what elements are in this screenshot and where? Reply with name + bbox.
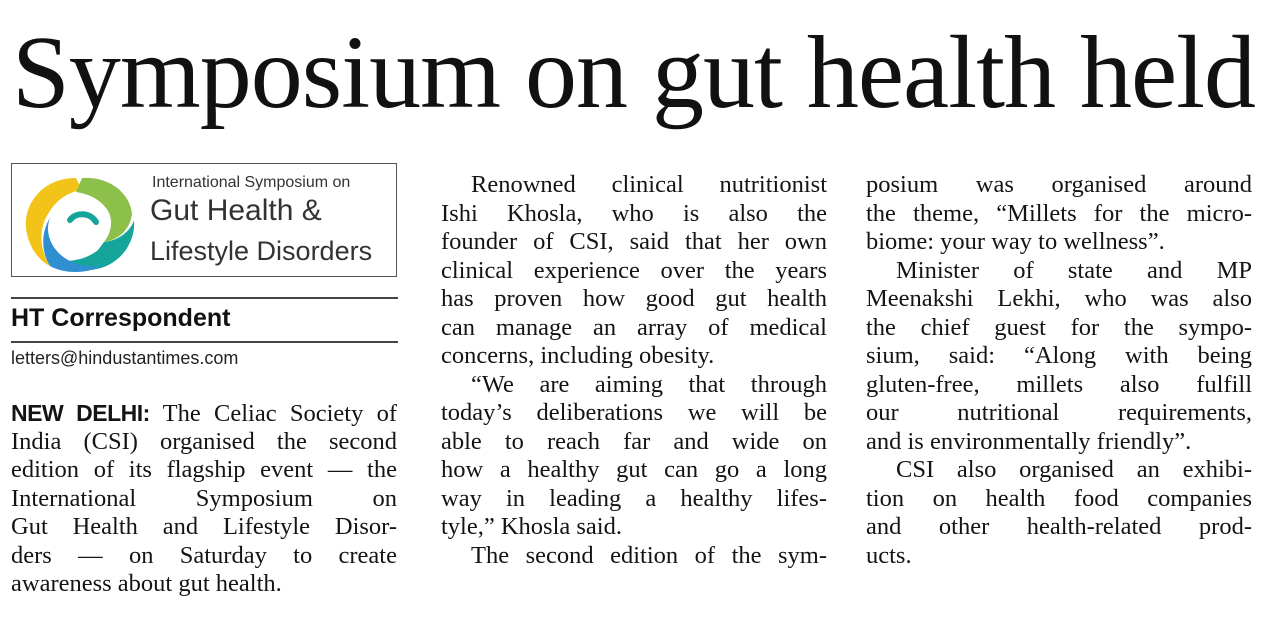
paragraph-line: able to reach far and wide on <box>441 427 827 455</box>
logo-small-text: International Symposium on <box>152 174 351 191</box>
paragraph-line: tion on health food companies <box>866 484 1252 512</box>
paragraph-line: today’s deliberations we will be <box>441 399 827 426</box>
paragraph-line: biome: your way to wellness”. <box>866 228 1165 255</box>
paragraph-line: India (CSI) organised the second <box>11 427 397 455</box>
paragraph-line: “We are aiming that through <box>471 370 827 398</box>
author-email: letters@hindustantimes.com <box>11 348 239 368</box>
event-logo <box>11 163 397 277</box>
paragraph-line: the chief guest for the sympo- <box>866 313 1252 341</box>
paragraph-line: founder of CSI, said that her own <box>441 228 827 255</box>
paragraph-line: tyle,” Khosla said. <box>441 513 622 540</box>
paragraph-line: The second edition of the sym- <box>471 541 827 569</box>
paragraph-line: Renowned clinical nutritionist <box>471 171 827 198</box>
paragraph-line: sium, said: “Along with being <box>866 342 1252 369</box>
paragraph-line: Minister of state and MP <box>896 256 1252 284</box>
headline: Symposium on gut health held <box>12 15 1256 130</box>
paragraph-line: and other health-related prod- <box>866 513 1252 540</box>
paragraph-line: has proven how good gut health <box>441 285 827 312</box>
paragraph-line: how a healthy gut can go a long <box>441 456 827 483</box>
paragraph-line: Ishi Khosla, who is also the <box>441 199 827 227</box>
paragraph-line: International Symposium on <box>11 484 397 512</box>
divider-top <box>11 297 398 299</box>
logo-title-line2: Lifestyle Disorders <box>150 236 373 266</box>
paragraph-line: the theme, “Millets for the micro- <box>866 199 1252 227</box>
paragraph-line: Gut Health and Lifestyle Disor- <box>11 513 397 540</box>
paragraph-line: concerns, including obesity. <box>441 342 715 369</box>
article-column-2 <box>441 171 827 570</box>
paragraph-line: way in leading a healthy lifes- <box>441 484 827 512</box>
paragraph-line: ucts. <box>866 541 912 569</box>
logo-title-line1: Gut Health & <box>150 194 322 227</box>
paragraph-line: clinical experience over the years <box>441 256 827 284</box>
paragraph-line <box>11 399 397 428</box>
article-column-1 <box>11 399 397 599</box>
paragraph-line: awareness about gut health. <box>11 570 282 597</box>
paragraph-line: CSI also organised an exhibi- <box>896 456 1252 483</box>
paragraph-line: Meenakshi Lekhi, who was also <box>866 285 1252 312</box>
paragraph-line: ders — on Saturday to create <box>11 541 397 569</box>
gut-logo-icon <box>20 170 138 274</box>
article-column-3 <box>866 171 1252 570</box>
paragraph-line: posium was organised around <box>866 171 1252 198</box>
dateline: NEW DELHI: <box>11 400 150 426</box>
divider-bottom <box>11 341 398 343</box>
paragraph-line: our nutritional requirements, <box>866 399 1252 426</box>
paragraph-line: edition of its flagship event — the <box>11 456 397 483</box>
first-line-text: The Celiac Society of <box>162 400 397 427</box>
byline: HT Correspondent <box>11 304 231 332</box>
paragraph-line: and is environmentally friendly”. <box>866 427 1192 455</box>
paragraph-line: can manage an array of medical <box>441 313 827 341</box>
paragraph-line: gluten-free, millets also fulfill <box>866 370 1252 398</box>
